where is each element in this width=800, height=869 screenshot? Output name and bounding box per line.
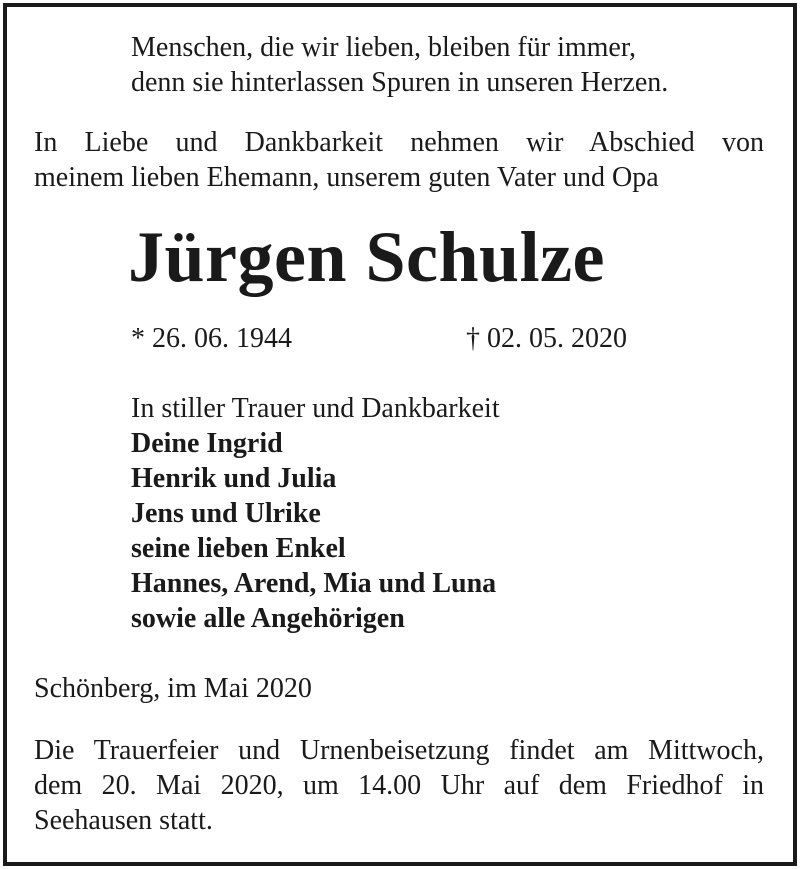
mourner-name: seine lieben Enkel [131,533,346,564]
mourner-name: Henrik und Julia [131,463,337,494]
mourner-name: Deine Ingrid [131,428,283,459]
mourner-name: Hannes, Arend, Mia und Luna [131,568,497,599]
mourner-name: sowie alle Angehörigen [131,603,405,634]
motto-line-2: denn sie hinterlassen Spuren in unseren Herzen. [131,67,669,98]
mourners-intro: In stiller Trauer und Dankbarkeit [131,393,500,424]
birth-date: * 26. 06. 1944 [131,323,292,354]
death-date: † 02. 05. 2020 [466,323,627,354]
intro-line-2: meinem lieben Ehemann, unserem guten Vater und Opa [34,162,659,193]
place-date: Schönberg, im Mai 2020 [34,673,312,704]
motto-line-1: Menschen, die wir lieben, bleiben für immer, [131,32,637,63]
intro-line-1: In Liebe und Dankbarkeit nehmen wir Abschied von [34,127,764,158]
funeral-line-2: dem 20. Mai 2020, um 14.00 Uhr auf dem Friedhof in [34,770,764,801]
funeral-line-1: Die Trauerfeier und Urnenbeisetzung findet am Mittwoch, [34,735,764,766]
mourner-name: Jens und Ulrike [131,498,321,529]
funeral-line-3: Seehausen statt. [34,805,213,836]
deceased-name: Jürgen Schulze [128,217,606,297]
